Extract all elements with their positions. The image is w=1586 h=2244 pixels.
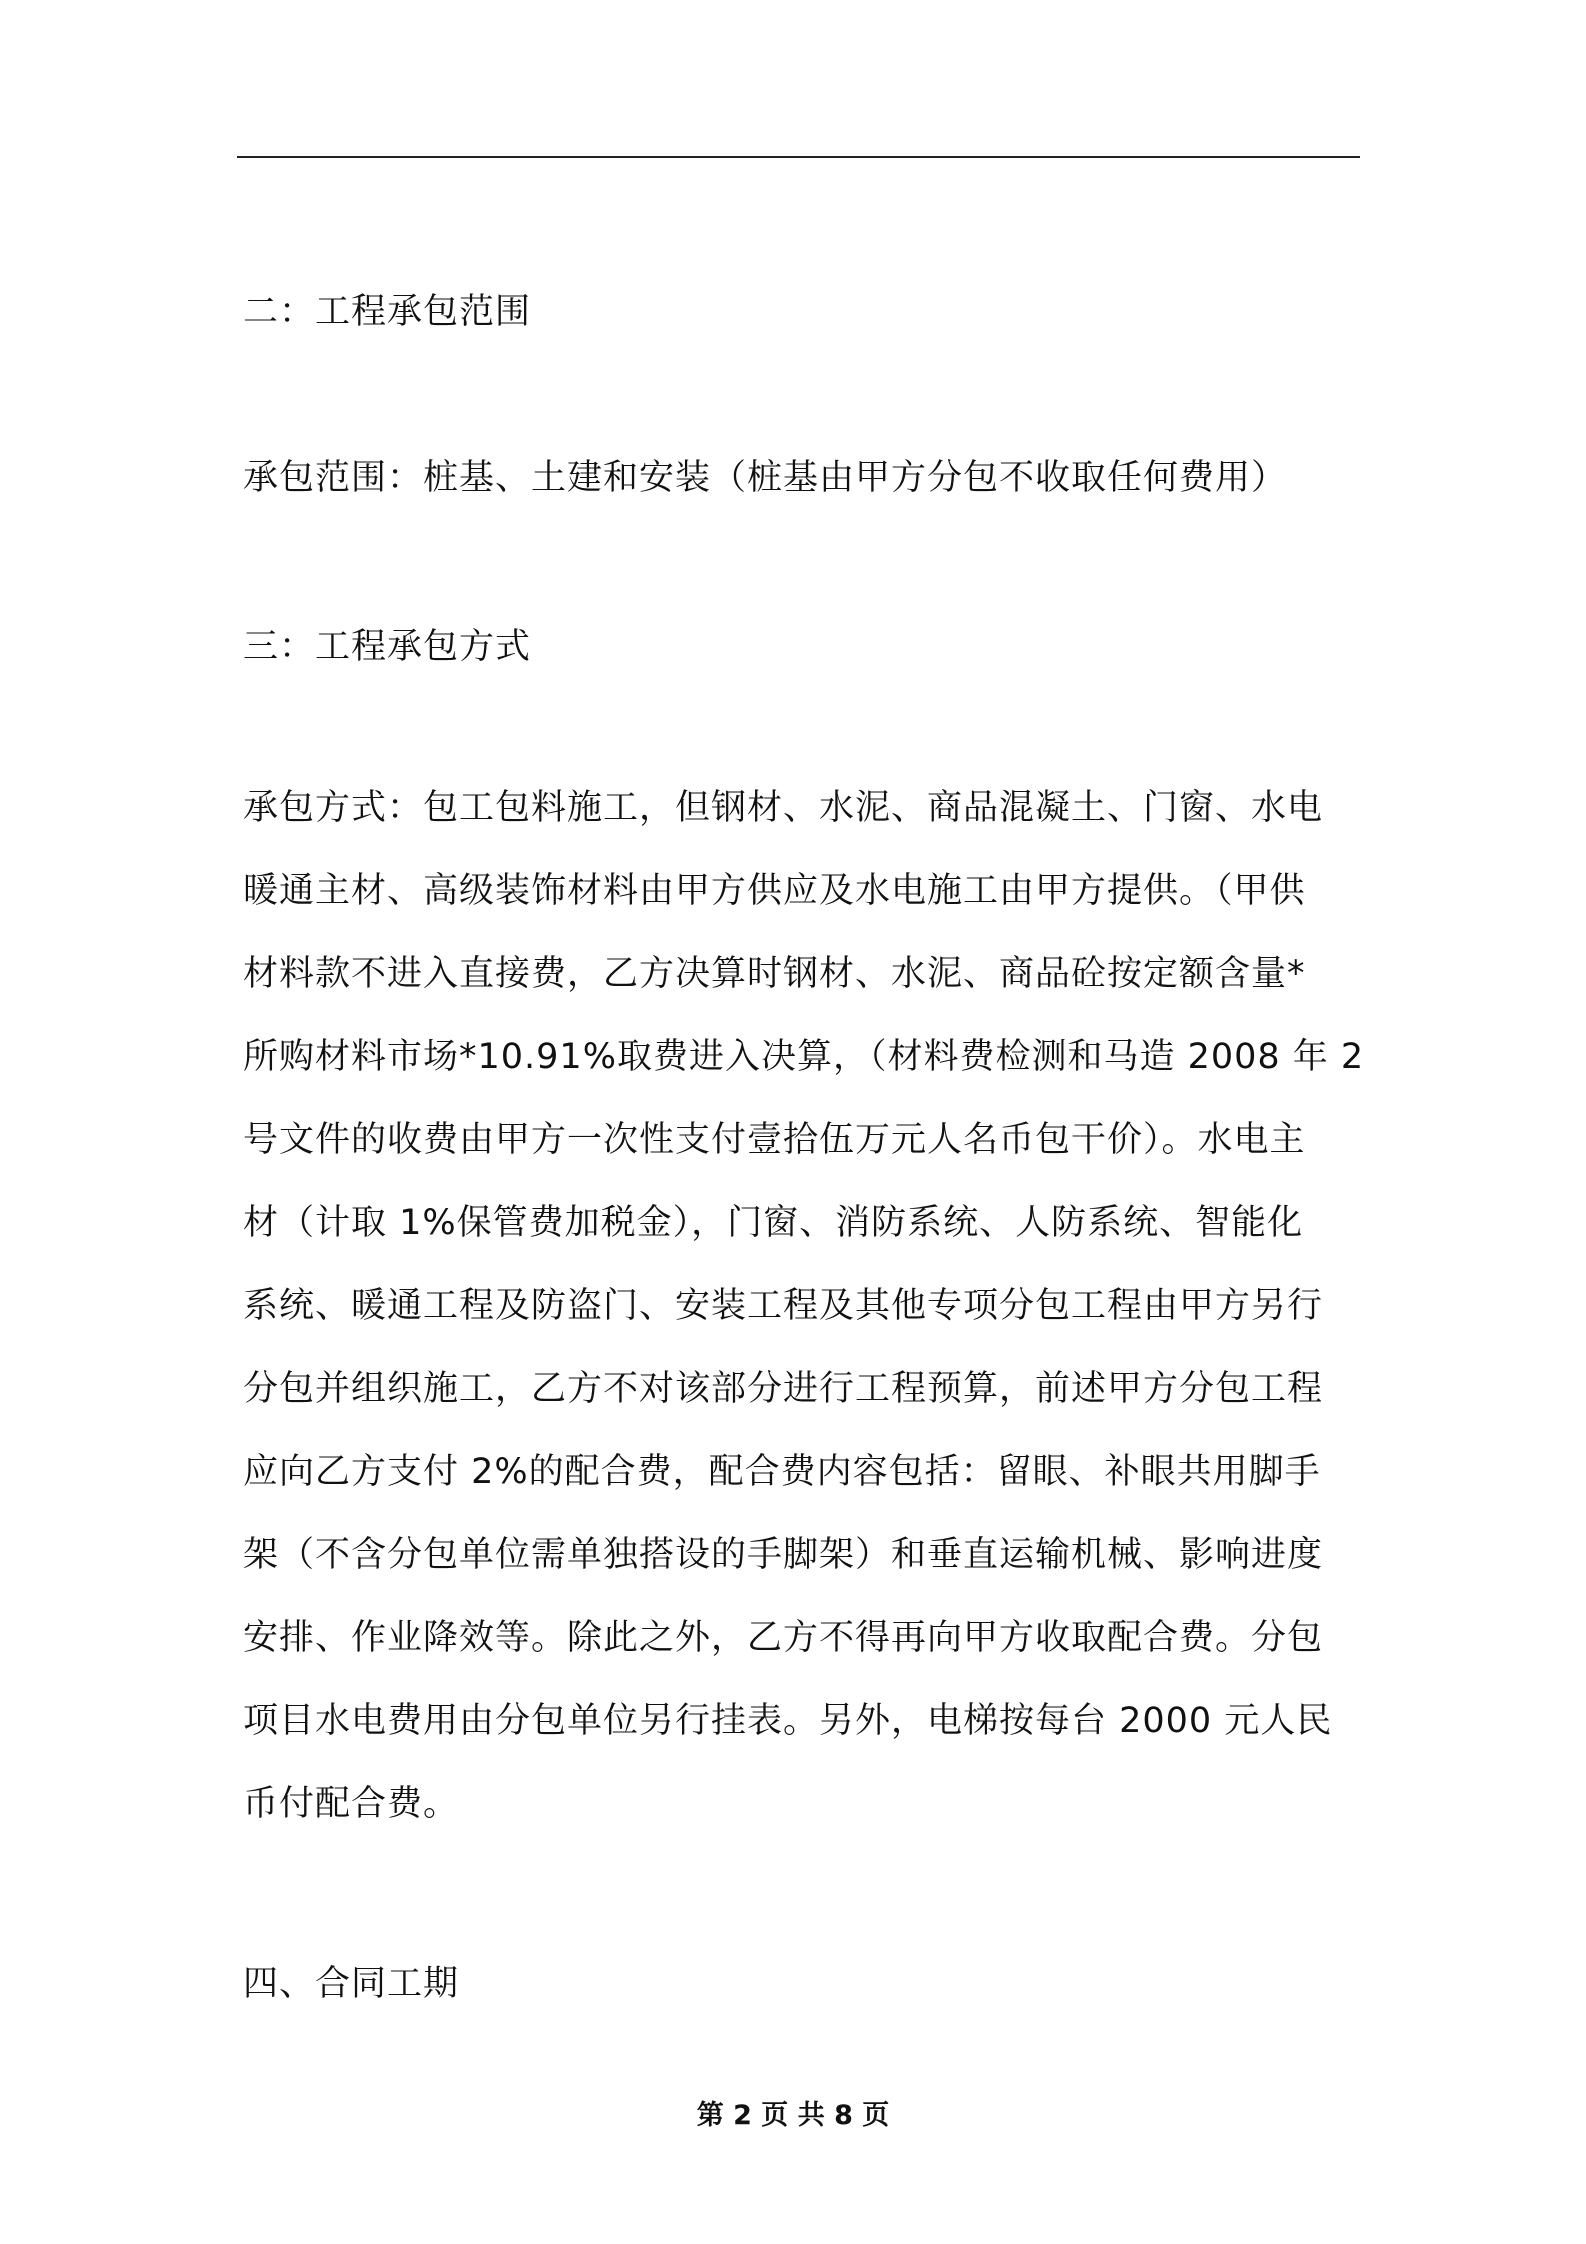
paragraph-line: 承包方式：包工包料施工，但钢材、水泥、商品混凝土、门窗、水电	[243, 788, 1324, 828]
paragraph-line: 分包并组织施工，乙方不对该部分进行工程预算，前述甲方分包工程	[243, 1369, 1324, 1409]
paragraph-line: 材料款不进入直接费，乙方决算时钢材、水泥、商品砼按定额含量*	[243, 954, 1306, 994]
paragraph-line: 号文件的收费由甲方一次性支付壹拾伍万元人名币包干价）。水电主	[243, 1120, 1306, 1160]
paragraph-line: 材（计取 1%保管费加税金），门窗、消防系统、人防系统、智能化	[243, 1203, 1304, 1243]
method-paragraph	[243, 786, 1363, 1865]
section-heading-duration: 四、合同工期	[243, 1964, 460, 2004]
paragraph-line: 安排、作业降效等。除此之外，乙方不得再向甲方收取配合费。分包	[243, 1618, 1324, 1658]
scope-paragraph: 承包范围：桩基、土建和安装（桩基由甲方分包不收取任何费用）	[243, 458, 1288, 498]
paragraph-line: 应向乙方支付 2%的配合费，配合费内容包括：留眼、补眼共用脚手	[243, 1452, 1321, 1492]
paragraph-line: 币付配合费。	[243, 1784, 460, 1824]
paragraph-line: 架（不含分包单位需单独搭设的手脚架）和垂直运输机械、影响进度	[243, 1535, 1324, 1575]
page-number: 第 2 页 共 8 页	[696, 2100, 890, 2131]
paragraph-line: 项目水电费用由分包单位另行挂表。另外，电梯按每台 2000 元人民	[243, 1701, 1333, 1741]
section-heading-method: 三：工程承包方式	[243, 627, 532, 667]
header-divider	[237, 156, 1360, 158]
section-heading-scope: 二：工程承包范围	[243, 292, 532, 332]
paragraph-line: 所购材料市场*10.91%取费进入决算，（材料费检测和马造 2008 年 2	[243, 1037, 1365, 1077]
paragraph-line: 系统、暖通工程及防盗门、安装工程及其他专项分包工程由甲方另行	[243, 1286, 1324, 1326]
paragraph-line: 暖通主材、高级装饰材料由甲方供应及水电施工由甲方提供。（甲供	[243, 871, 1306, 911]
